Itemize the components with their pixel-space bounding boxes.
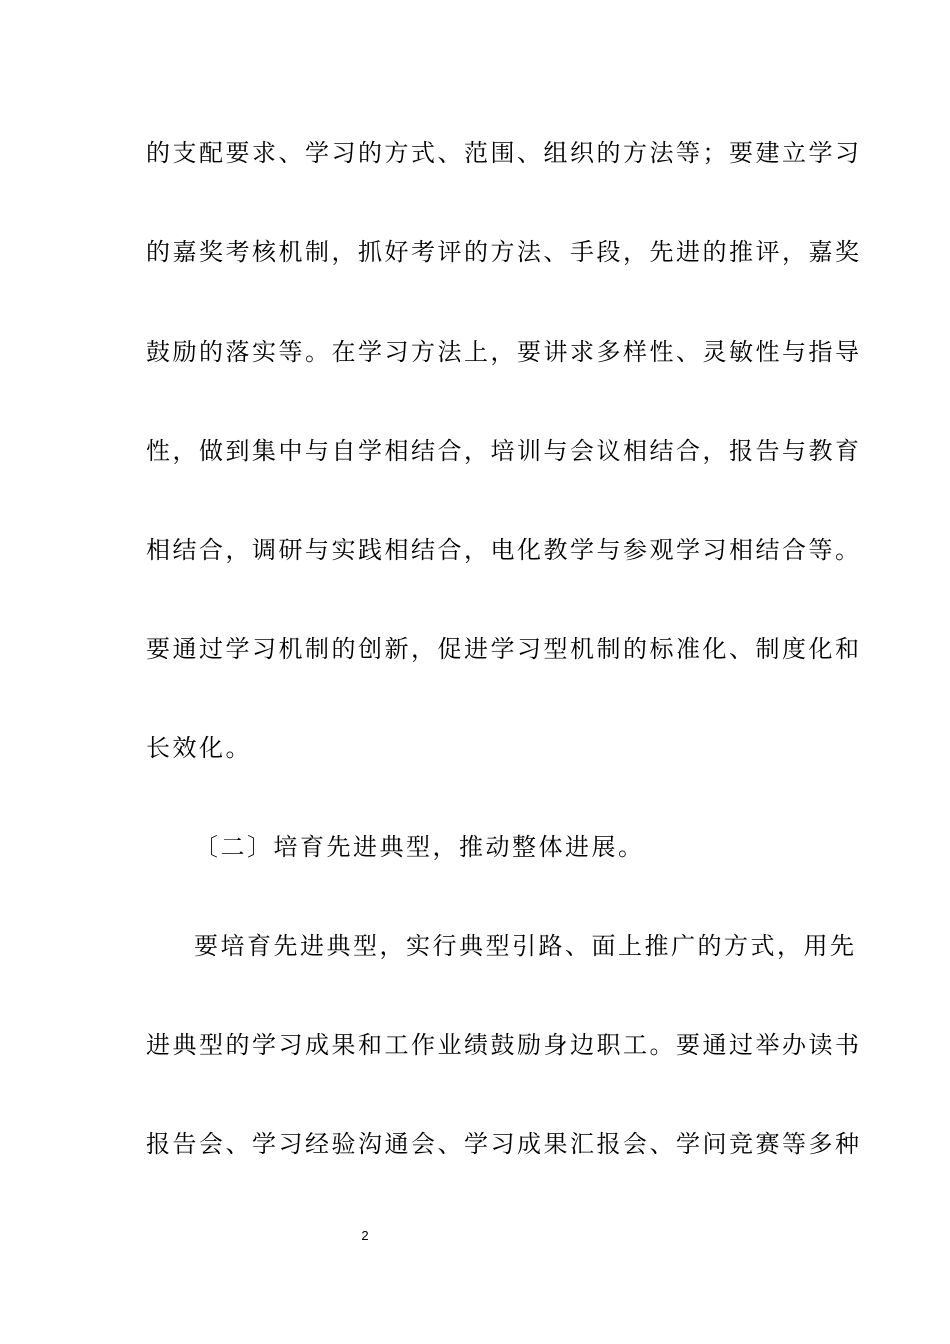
text-line: 鼓励的落实等。在学习方法上，要讲求多样性、灵敏性与指导 xyxy=(146,338,862,366)
text-line: 长效化。 xyxy=(146,734,252,762)
text-line: 相结合，调研与实践相结合，电化教学与参观学习相结合等。 xyxy=(146,536,862,564)
text-line: 进典型的学习成果和工作业绩鼓励身边职工。要通过举办读书 xyxy=(146,1031,862,1059)
text-line: 的支配要求、学习的方式、范围、组织的方法等；要建立学习 xyxy=(146,139,862,167)
text-line: 要通过学习机制的创新，促进学习型机制的标准化、制度化和 xyxy=(146,635,862,663)
page-number: 2 xyxy=(361,1228,369,1243)
paragraph-first-line: 要培育先进典型，实行典型引路、面上推广的方式，用先 xyxy=(194,932,857,960)
text-line: 性，做到集中与自学相结合，培训与会议相结合，报告与教育 xyxy=(146,437,862,465)
text-line: 的嘉奖考核机制，抓好考评的方法、手段，先进的推评，嘉奖 xyxy=(146,238,862,266)
section-heading: 〔二〕培育先进典型，推动整体进展。 xyxy=(194,833,645,861)
text-line: 报告会、学习经验沟通会、学习成果汇报会、学问竞赛等多种 xyxy=(146,1130,862,1158)
